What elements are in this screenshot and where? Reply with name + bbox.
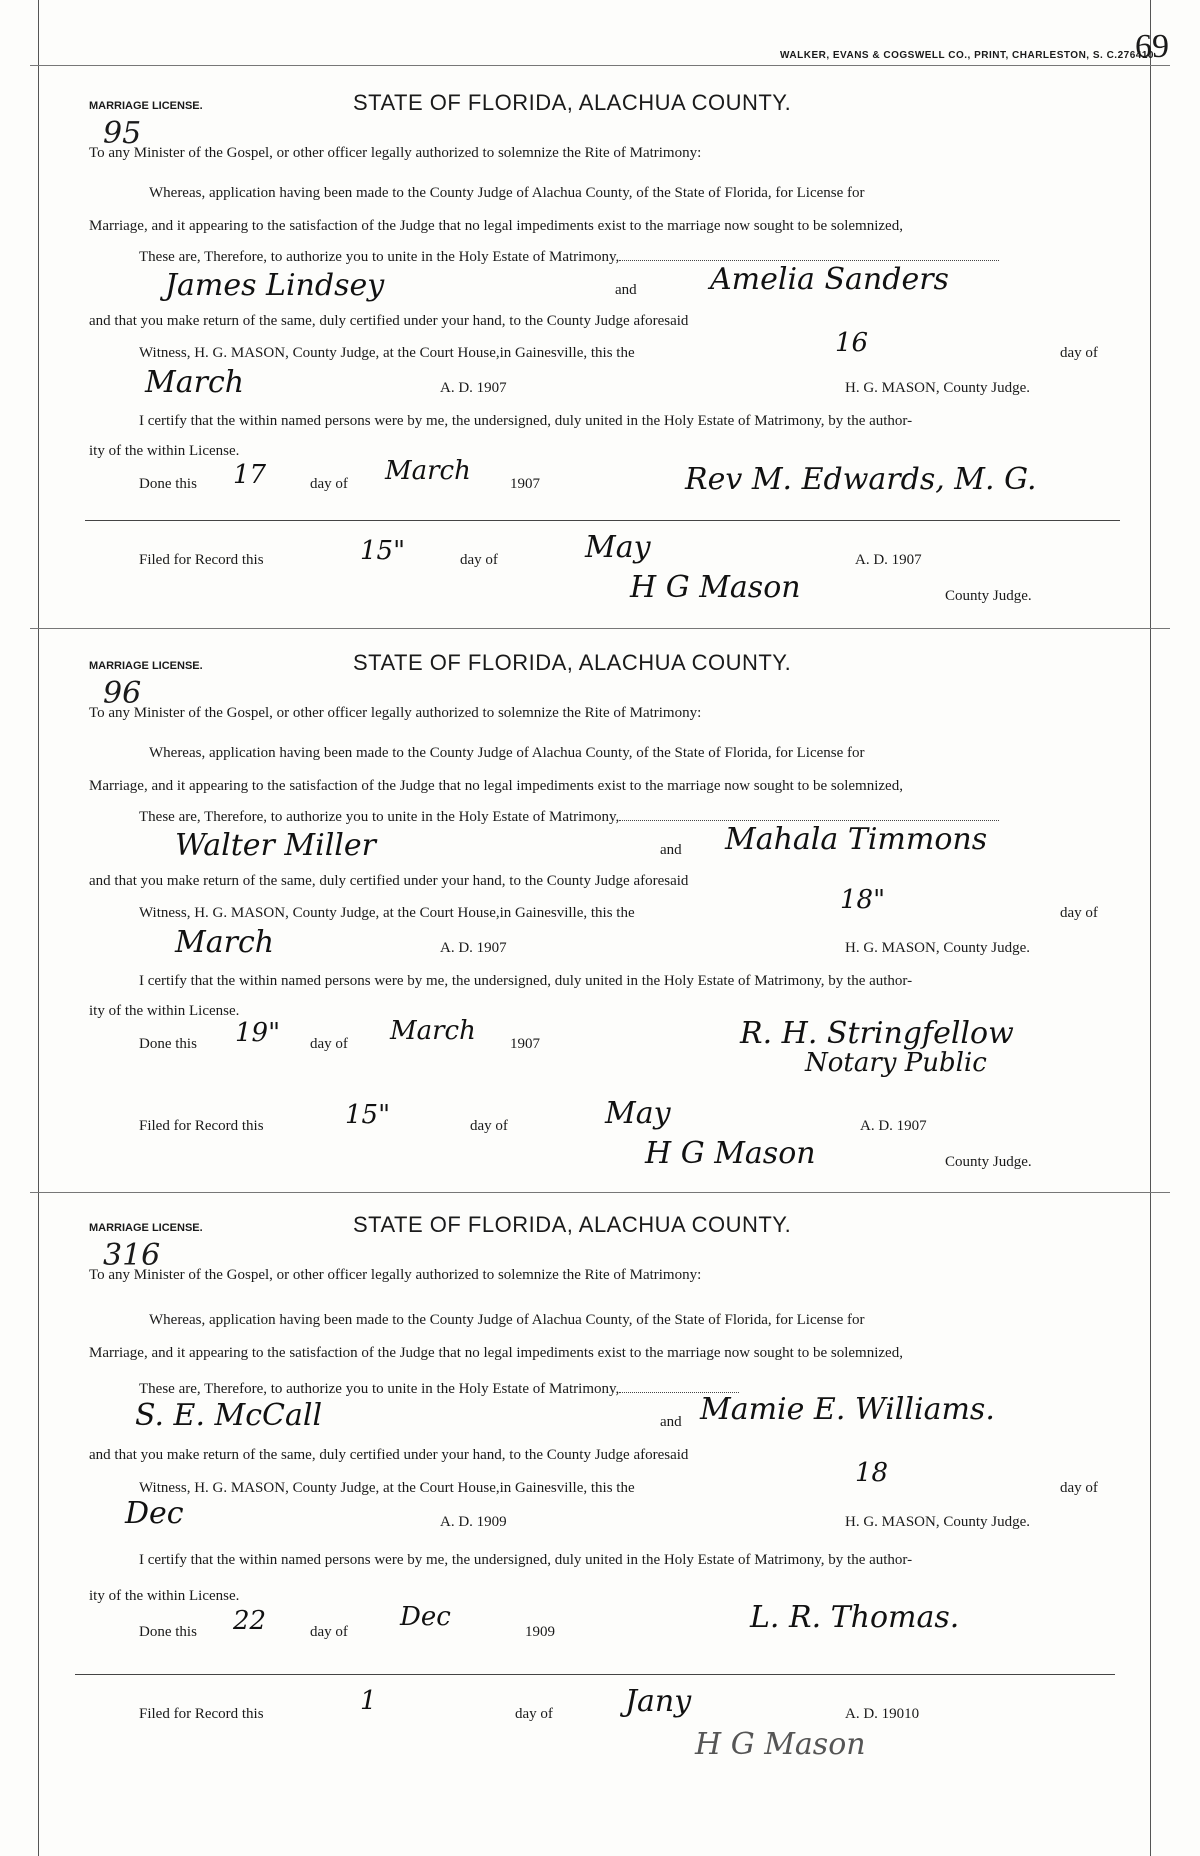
to-minister-line: To any Minister of the Gospel, or other officer legally authorized to solemnize the Rite of Matrimony: [89, 1267, 702, 1283]
ad-label [440, 1514, 507, 1531]
ad-text: A. D. 190 [440, 1514, 500, 1530]
bride-name: Amelia Sanders [710, 262, 949, 297]
license-heading: STATE OF FLORIDA, ALACHUA COUNTY. [353, 650, 792, 675]
done-day: 22 [233, 1606, 267, 1636]
these-are-line [139, 1380, 739, 1398]
done-year [510, 1036, 540, 1053]
groom-name: James Lindsey [165, 268, 385, 303]
and-label: and [660, 842, 682, 858]
bride-name: Mamie E. Williams. [700, 1392, 995, 1427]
to-minister-line: To any Minister of the Gospel, or other officer legally authorized to solemnize the Rite of Matrimony: [89, 145, 702, 161]
done-month: Dec [400, 1602, 451, 1632]
license-label: MARRIAGE LICENSE. [89, 100, 203, 112]
bride-name: Mahala Timmons [725, 822, 988, 857]
divider-1 [30, 628, 1170, 629]
certify-line-2: ity of the within License. [89, 1003, 240, 1019]
witness-month: March [175, 925, 275, 960]
license-label: MARRIAGE LICENSE. [89, 1222, 203, 1234]
done-this-label: Done this [139, 1036, 197, 1052]
margin-line-left [38, 0, 39, 1856]
groom-name: Walter Miller [175, 828, 376, 863]
whereas-line-1: Whereas, application having been made to the County Judge of Alachua County, of the State of Florida, for License for [149, 745, 865, 761]
these-are-text: These are, Therefore, to authorize you to unite in the Holy Estate of Matrimony, [139, 1381, 620, 1397]
judge-signature-block: H. G. MASON, County Judge. [845, 1514, 1031, 1530]
filed-day-of-label: day of [470, 1118, 508, 1134]
marriage-license-1 [85, 90, 1120, 675]
officiant-title: Notary Public [805, 1048, 987, 1078]
done-day-of-label: day of [310, 1036, 348, 1052]
filed-day: 15" [345, 1100, 391, 1130]
license-number: 316 [103, 1238, 161, 1273]
section-rule [85, 520, 1120, 521]
witness-month: March [145, 365, 245, 400]
ad-filed-text: A. D. 190 [845, 1706, 905, 1722]
certify-line-1: I certify that the within named persons were by me, the undersigned, duly united in the Holy Estate of Matrimony, by the author- [139, 1552, 913, 1568]
done-year [510, 476, 540, 493]
filed-year [860, 1118, 927, 1135]
these-are-text: These are, Therefore, to authorize you to unite in the Holy Estate of Matrimony, [139, 249, 620, 265]
witness-line: Witness, H. G. MASON, County Judge, at the Court House,in Gainesville, this the [139, 345, 635, 361]
filed-year [845, 1706, 919, 1723]
certify-line-1: I certify that the within named persons were by me, the undersigned, duly united in the Holy Estate of Matrimony, by the author- [139, 973, 913, 989]
filed-year [855, 552, 922, 569]
done-year-digit: 9 [547, 1624, 555, 1640]
done-year-digit: 7 [532, 476, 540, 492]
witness-day: 18" [840, 885, 886, 915]
done-day-of-label: day of [310, 476, 348, 492]
officiant-signature: R. H. Stringfellow [740, 1016, 1014, 1051]
and-label: and [660, 1414, 682, 1430]
filed-label: Filed for Record this [139, 1706, 264, 1722]
officiant-signature: Rev M. Edwards, M. G. [685, 462, 1037, 497]
county-judge-label: County Judge. [945, 588, 1032, 604]
marriage-license-2 [85, 650, 1120, 1235]
whereas-line-1: Whereas, application having been made to the County Judge of Alachua County, of the State of Florida, for License for [149, 1312, 865, 1328]
filed-year-digit: 7 [914, 552, 922, 568]
whereas-line-2: Marriage, and it appearing to the satisfaction of the Judge that no legal impediments exist to the marriage now sought to be solemnized, [89, 218, 903, 234]
license-number: 95 [103, 116, 142, 151]
filed-month: Jany [625, 1684, 692, 1719]
officiant-signature: L. R. Thomas. [750, 1600, 960, 1635]
margin-line-right [1150, 0, 1151, 1856]
license-label: MARRIAGE LICENSE. [89, 660, 203, 672]
witness-day: 18 [855, 1458, 889, 1488]
section-rule [75, 1674, 1115, 1675]
filed-year-digit: 10 [904, 1706, 920, 1722]
license-heading: STATE OF FLORIDA, ALACHUA COUNTY. [353, 90, 792, 115]
certify-line-2: ity of the within License. [89, 443, 240, 459]
done-day: 17 [233, 460, 267, 490]
fill-rule [619, 808, 999, 821]
witness-month: Dec [125, 1496, 184, 1531]
filed-month: May [585, 530, 651, 565]
done-day: 19" [235, 1018, 281, 1048]
done-year-digit: 7 [532, 1036, 540, 1052]
groom-name: S. E. McCall [135, 1398, 323, 1433]
judge-signature-block: H. G. MASON, County Judge. [845, 380, 1031, 396]
whereas-line-2: Marriage, and it appearing to the satisfaction of the Judge that no legal impediments exist to the marriage now sought to be solemnized, [89, 778, 903, 794]
filed-day-of-label: day of [460, 552, 498, 568]
done-month: March [390, 1016, 476, 1046]
witness-line: Witness, H. G. MASON, County Judge, at the Court House,in Gainesville, this the [139, 905, 635, 921]
marriage-license-3 [85, 1212, 1120, 1797]
filed-label: Filed for Record this [139, 1118, 264, 1134]
done-this-label: Done this [139, 476, 197, 492]
return-line: and that you make return of the same, duly certified under your hand, to the County Judge aforesaid [89, 1447, 689, 1463]
ad-text: A. D. 190 [440, 380, 500, 396]
ad-filed-text: A. D. 190 [855, 552, 915, 568]
filed-day: 1 [360, 1686, 377, 1716]
witness-day: 16 [835, 328, 869, 358]
license-number: 96 [103, 676, 142, 711]
clerk-signature: H G Mason [630, 570, 801, 605]
day-of-label: day of [1060, 345, 1098, 361]
year-prefix: 190 [510, 476, 533, 492]
ad-filed-text: A. D. 190 [860, 1118, 920, 1134]
done-day-of-label: day of [310, 1624, 348, 1640]
done-month: March [385, 456, 471, 486]
whereas-line-1: Whereas, application having been made to the County Judge of Alachua County, of the State of Florida, for License for [149, 185, 865, 201]
done-year [525, 1624, 555, 1641]
year-prefix: 190 [525, 1624, 548, 1640]
day-of-label: day of [1060, 905, 1098, 921]
clerk-signature: H G Mason [695, 1727, 866, 1762]
ad-text: A. D. 190 [440, 940, 500, 956]
certify-line-2: ity of the within License. [89, 1588, 240, 1604]
fill-rule [619, 248, 999, 261]
to-minister-line: To any Minister of the Gospel, or other officer legally authorized to solemnize the Rite of Matrimony: [89, 705, 702, 721]
and-label: and [615, 282, 637, 298]
filed-day-of-label: day of [515, 1706, 553, 1722]
license-heading: STATE OF FLORIDA, ALACHUA COUNTY. [353, 1212, 792, 1237]
filed-year-digit: 7 [919, 1118, 927, 1134]
filed-month: May [605, 1096, 671, 1131]
witness-line: Witness, H. G. MASON, County Judge, at the Court House,in Gainesville, this the [139, 1480, 635, 1496]
done-this-label: Done this [139, 1624, 197, 1640]
return-line: and that you make return of the same, duly certified under your hand, to the County Judge aforesaid [89, 873, 689, 889]
whereas-line-2: Marriage, and it appearing to the satisfaction of the Judge that no legal impediments exist to the marriage now sought to be solemnized, [89, 1345, 903, 1361]
certify-line-1: I certify that the within named persons were by me, the undersigned, duly united in the Holy Estate of Matrimony, by the author- [139, 413, 913, 429]
these-are-text: These are, Therefore, to authorize you to unite in the Holy Estate of Matrimony, [139, 809, 620, 825]
page-number: 69 [1135, 28, 1169, 65]
year-prefix: 190 [510, 1036, 533, 1052]
divider-2 [30, 1192, 1170, 1193]
witness-year: 9 [499, 1514, 507, 1530]
day-of-label: day of [1060, 1480, 1098, 1496]
clerk-signature: H G Mason [645, 1136, 816, 1171]
county-judge-label: County Judge. [945, 1154, 1032, 1170]
witness-year: 7 [499, 380, 507, 396]
judge-signature-block: H. G. MASON, County Judge. [845, 940, 1031, 956]
witness-year: 7 [499, 940, 507, 956]
top-rule [30, 65, 1170, 66]
filed-label: Filed for Record this [139, 552, 264, 568]
printer-imprint: WALKER, EVANS & COGSWELL CO., PRINT, CHARLESTON, S. C.276410 [780, 50, 1154, 61]
ad-label [440, 380, 507, 397]
return-line: and that you make return of the same, duly certified under your hand, to the County Judge aforesaid [89, 313, 689, 329]
ad-label [440, 940, 507, 957]
filed-day: 15" [360, 536, 406, 566]
